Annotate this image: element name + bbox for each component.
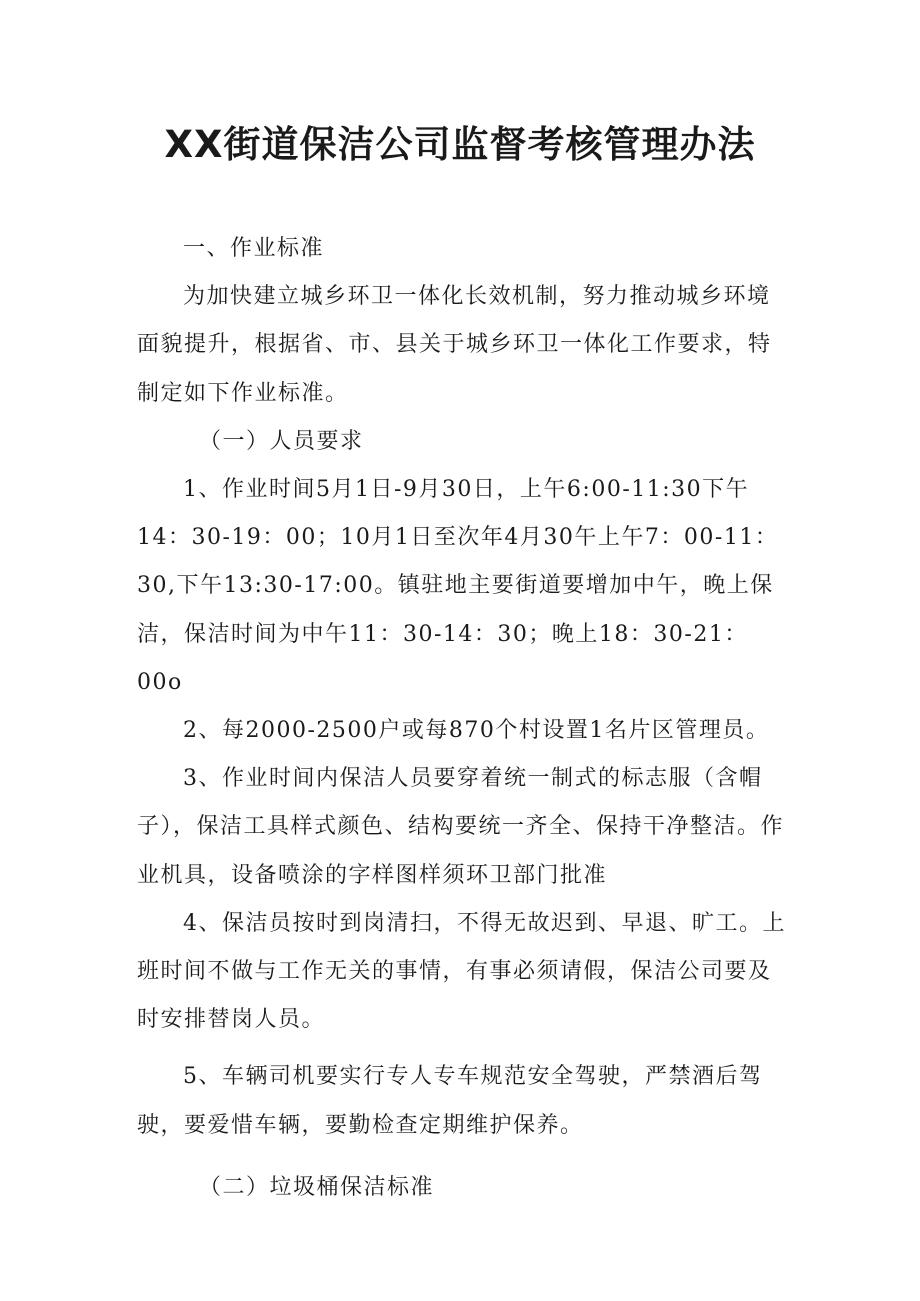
document-body: [137, 225, 787, 1212]
item-3-uniform: 3、作业时间内保洁人员要穿着统一制式的标志服（含帽子），保洁工具样式颜色、结构要统一齐全、保持干净整洁。作业机具，设备喷涂的字样图样须环卫部门批准: [137, 766, 785, 888]
item-1-work-hours: 1、作业时间5月1日-9月30日，上午6:00-11:30下午14：30-19：00；10月1日至次年4月30午上午7：00-11：30,下午13:30-17:00。镇驻地主要街道要增加中午，晚上保洁，保洁时间为中午11：30-14：30；晚上18：30-21：00o: [137, 477, 779, 695]
section-heading-work-standards: 一、作业标准: [183, 236, 325, 261]
intro-paragraph: 为加快建立城乡环卫一体化长效机制，努力推动城乡环境面貌提升，根据省、市、县关于城乡环卫一体化工作要求，特制定如下作业标准。: [137, 284, 772, 406]
item-5-drivers: 5、车辆司机要实行专人专车规范安全驾驶，严禁酒后驾驶，要爱惜车辆，要勤检查定期维护保养。: [137, 1064, 763, 1138]
subsection-heading-personnel: （一）人员要求: [199, 428, 364, 454]
item-2-area-manager: 2、每2000-2500户或每870个村设置1名片区管理员。: [183, 718, 770, 744]
subsection-heading-bins: （二）垃圾桶保洁标准: [199, 1174, 435, 1200]
item-4-attendance: 4、保洁员按时到岗清扫，不得无故迟到、早退、旷工。上班时间不做与工作无关的事情，有事必须请假，保洁公司要及时安排替岗人员。: [137, 910, 786, 1033]
document-title: XX街道保洁公司监督考核管理办法: [164, 123, 756, 166]
